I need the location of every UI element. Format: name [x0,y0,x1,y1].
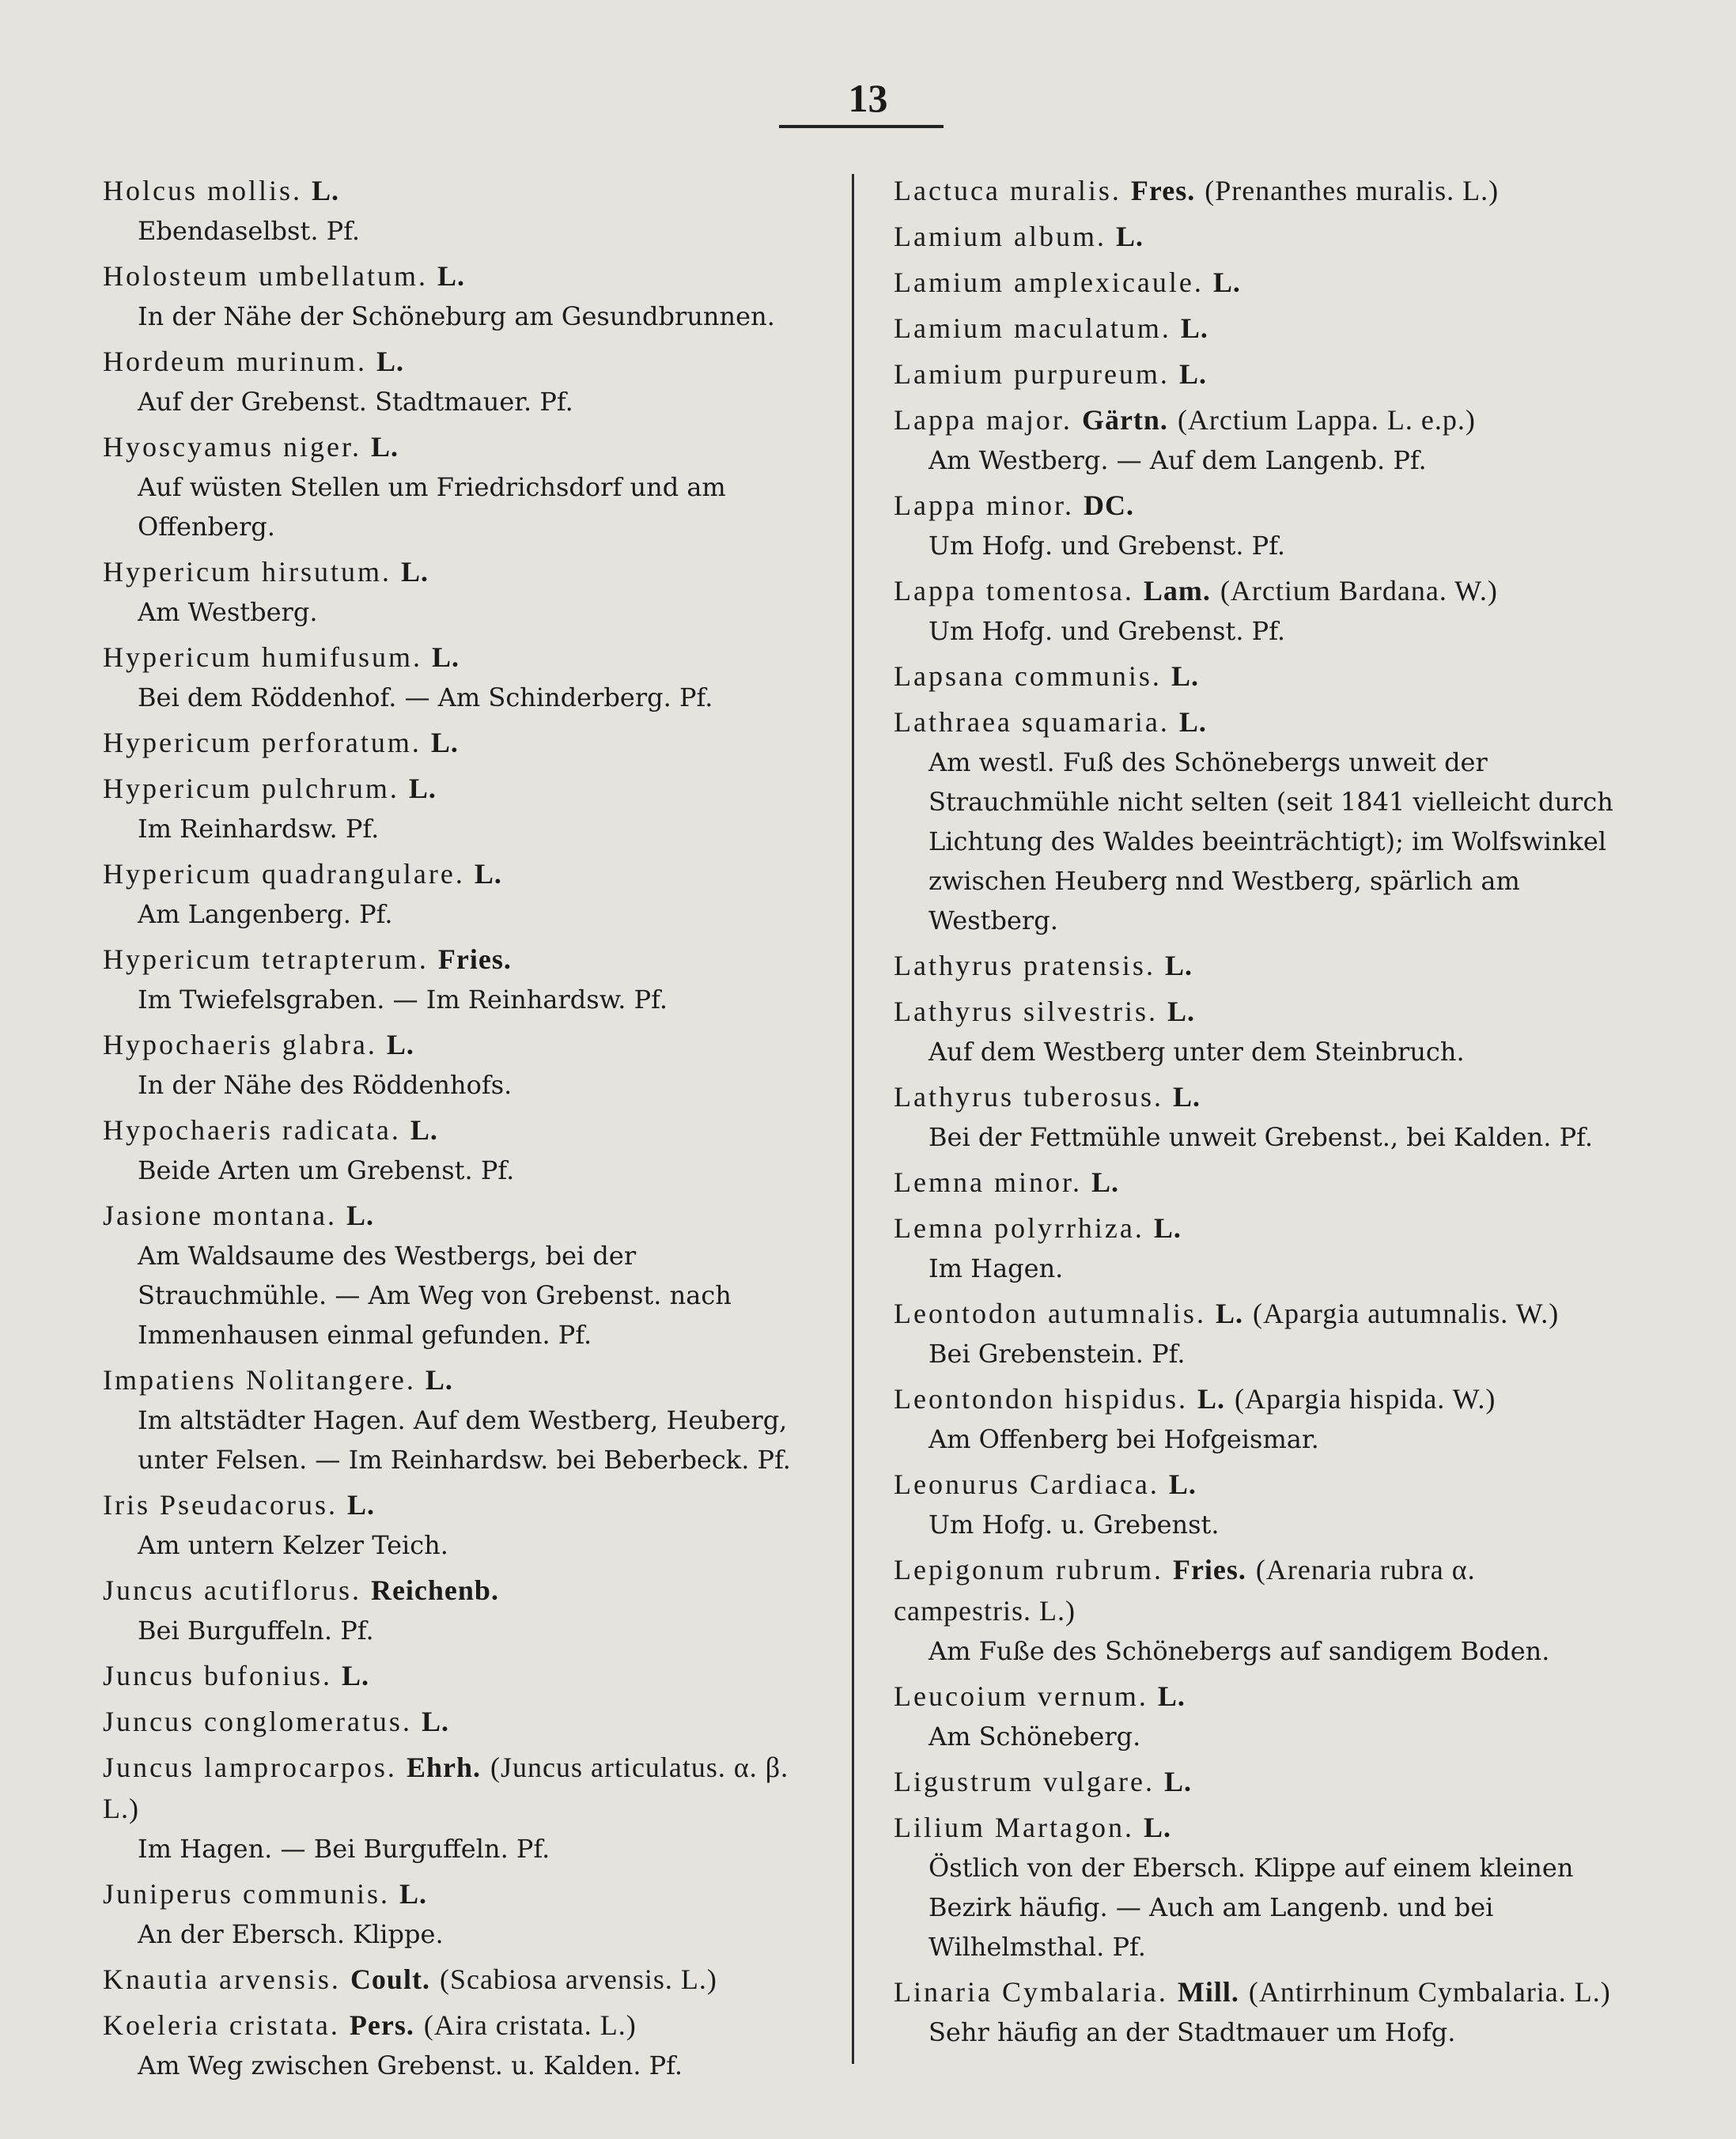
species-entry [894,1378,1613,1459]
species-heading [894,1807,1613,1848]
species-name: Hypericum tetrapterum. [103,943,429,975]
species-entry [894,1464,1613,1544]
species-authority: Reichenb. [370,1574,499,1606]
species-entry [103,637,823,717]
species-authority: Ehrh. [406,1752,481,1783]
species-authority: Fries. [1172,1554,1246,1585]
species-heading [894,1971,1613,2012]
species-authority: L. [1143,1812,1171,1843]
species-locality: Um Hofg. und Grebenst. Pf. [929,531,1286,561]
species-authority: L. [474,858,502,890]
species-heading [103,1701,823,1742]
species-name: Leonurus Cardiaca. [894,1468,1159,1500]
species-authority: L. [399,1878,427,1910]
species-name: Lathyrus pratensis. [894,950,1155,981]
species-entry [103,2005,823,2085]
species-locality: Auf wüsten Stellen um Friedrichsdorf und am Offenberg. [138,472,726,542]
species-name: Ligustrum vulgare. [894,1766,1155,1797]
species-authority: L. [1212,266,1241,298]
species-authority: L. [386,1029,414,1060]
species-authority: Lam. [1143,575,1211,607]
species-entry [894,1761,1613,1802]
species-synonym: (Juncus articulatus. α. β. L.) [103,1752,789,1824]
species-heading [894,1549,1613,1631]
species-name: Lathyrus tuberosus. [894,1081,1163,1113]
species-entry [894,570,1613,651]
species-locality: Am Schöneberg. [929,1721,1141,1752]
species-name: Lemna polyrrhiza. [894,1212,1144,1244]
species-synonym: (Arenaria rubra α. campestris. L.) [894,1554,1476,1627]
species-name: Hypericum perforatum. [103,727,422,758]
species-authority: L. [400,556,429,588]
species-locality: Auf dem Westberg unter dem Steinbruch. [929,1037,1465,1067]
species-authority: L. [312,175,340,206]
species-name: Lamium maculatum. [894,312,1171,344]
species-name: Juncus acutiflorus. [103,1574,361,1606]
species-heading [894,308,1613,349]
species-entry [894,1076,1613,1157]
species-name: Lappa major. [894,404,1072,436]
species-locality: Am westl. Fuß des Schönebergs unweit der Strauchmühle nicht selten (seit 1841 vielleicht durch Lichtung des Waldes beeinträchtigt); im Wolfswinkel zwischen Heuberg nnd Westberg, spärlich am Westberg. [929,747,1613,935]
species-entry [894,170,1613,211]
species-name: Hypericum hirsutum. [103,556,391,588]
species-authority: L. [1167,996,1195,1027]
species-heading [103,255,823,297]
species-name: Koeleria cristata. [103,2009,340,2041]
species-entry [894,353,1613,395]
species-authority: Fres. [1130,175,1196,206]
species-heading [894,262,1613,303]
species-locality: In der Nähe des Röddenhofs. [138,1070,512,1100]
species-name: Hypochaeris radicata. [103,1114,401,1146]
species-entry [103,768,823,848]
species-heading [894,170,1613,211]
species-locality: Am Westberg. [138,597,318,627]
species-authority: L. [1215,1298,1243,1329]
species-heading [103,853,823,894]
species-locality: Am Fuße des Schönebergs auf sandigem Boden. [929,1636,1550,1666]
species-name: Lilium Martagon. [894,1812,1134,1843]
species-heading [894,399,1613,440]
species-locality: Bei Grebenstein. Pf. [929,1339,1186,1369]
species-authority: L. [1197,1383,1226,1415]
species-authority: L. [437,260,465,292]
species-name: Holosteum umbellatum. [103,260,428,292]
species-heading [103,1024,823,1065]
species-locality: An der Ebersch. Klippe. [138,1919,444,1949]
species-heading [103,768,823,809]
species-heading [103,1359,823,1400]
species-heading [103,551,823,592]
species-entry [894,991,1613,1071]
species-locality: Am untern Kelzer Teich. [138,1530,448,1560]
species-heading [894,1464,1613,1505]
species-entry [103,341,823,421]
species-entry [103,255,823,336]
species-authority: L. [1091,1166,1119,1198]
species-authority: Mill. [1177,1976,1239,2008]
species-synonym: (Apargia autumnalis. W.) [1252,1298,1560,1329]
species-authority: L. [1172,1081,1201,1113]
species-authority: Gärtn. [1081,404,1168,436]
species-heading [894,1162,1613,1203]
species-authority: Pers. [349,2009,414,2041]
species-locality: Am Offenberg bei Hofgeismar. [929,1424,1319,1454]
right-column [894,170,1613,2057]
species-entry [103,853,823,934]
species-authority: L. [342,1660,370,1691]
species-authority: L. [1180,312,1208,344]
species-locality: Östlich von der Ebersch. Klippe auf einem kleinen Bezirk häufig. — Auch am Langenb. und bei Wilhelmsthal. Pf. [929,1853,1574,1962]
species-entry [894,1549,1613,1671]
species-entry [103,1024,823,1105]
species-heading [894,216,1613,257]
species-name: Impatiens Nolitangere. [103,1364,416,1396]
species-name: Linaria Cymbalaria. [894,1976,1168,2008]
species-locality: Auf der Grebenst. Stadtmauer. Pf. [138,387,573,417]
species-entry [894,701,1613,940]
species-entry [103,1195,823,1355]
species-heading [103,341,823,382]
species-authority: Coult. [350,1963,430,1995]
species-entry [894,945,1613,986]
species-heading [103,1655,823,1696]
species-heading [894,1293,1613,1334]
species-name: Hypericum quadrangulare. [103,858,465,890]
species-name: Juncus lamprocarpos. [103,1752,397,1783]
species-authority: L. [410,1114,438,1146]
species-name: Lathraea squamaria. [894,706,1170,738]
species-entry [103,1570,823,1650]
species-locality: Sehr häufig an der Stadtmauer um Hofg. [929,2017,1456,2047]
species-heading [103,1747,823,1829]
species-locality: In der Nähe der Schöneburg am Gesundbrunnen. [138,301,775,331]
species-heading [103,1959,823,2000]
species-authority: L. [1178,358,1207,390]
species-synonym: (Apargia hispida. W.) [1235,1383,1496,1415]
species-authority: L. [346,1200,374,1231]
species-locality: Am Westberg. — Auf dem Langenb. Pf. [929,445,1427,475]
species-name: Lepigonum rubrum. [894,1554,1163,1585]
species-heading [894,991,1613,1032]
species-name: Lathyrus silvestris. [894,996,1158,1027]
species-entry [894,1162,1613,1203]
species-authority: L. [1163,1766,1192,1797]
species-authority: L. [376,346,404,377]
species-heading [103,1109,823,1151]
species-heading [103,1484,823,1525]
species-entry [894,216,1613,257]
species-authority: L. [421,1706,449,1737]
species-heading [894,656,1613,697]
species-entry [103,551,823,632]
species-authority: L. [370,431,399,463]
species-entry [894,485,1613,565]
species-locality: Am Waldsaume des Westbergs, bei der Strauchmühle. — Am Weg von Grebenst. nach Immenhausen einmal gefunden. Pf. [138,1241,732,1350]
species-entry [894,1207,1613,1288]
species-locality: Bei der Fettmühle unweit Grebenst., bei Kalden. Pf. [929,1122,1594,1152]
species-authority: L. [1115,221,1144,252]
species-synonym: (Arctium Bardana. W.) [1220,575,1498,607]
species-heading [894,1207,1613,1249]
species-authority: L. [425,1364,453,1396]
species-name: Leontondon hispidus. [894,1383,1188,1415]
species-synonym: (Scabiosa arvensis. L.) [439,1963,717,1995]
species-authority: L. [1168,1468,1197,1500]
species-name: Lamium purpureum. [894,358,1170,390]
species-name: Jasione montana. [103,1200,337,1231]
species-entry [894,262,1613,303]
species-entry [103,1747,823,1869]
species-entry [103,939,823,1019]
species-name: Hypochaeris glabra. [103,1029,377,1060]
species-synonym: (Antirrhinum Cymbalaria. L.) [1248,1976,1611,2008]
species-name: Hordeum murinum. [103,346,367,377]
species-locality: Bei dem Röddenhof. — Am Schinderberg. Pf. [138,682,713,712]
species-locality: Im altstädter Hagen. Auf dem Westberg, Heuberg, unter Felsen. — Im Reinhardsw. bei Beberbeck. Pf. [138,1405,791,1475]
species-name: Lapsana communis. [894,660,1162,692]
species-entry [103,1873,823,1954]
species-locality: Im Twiefelsgraben. — Im Reinhardsw. Pf. [138,984,668,1015]
species-name: Knautia arvensis. [103,1963,341,1995]
species-locality: Um Hofg. u. Grebenst. [929,1510,1220,1540]
species-entry [894,1676,1613,1756]
species-locality: Am Langenberg. Pf. [138,899,393,929]
species-entry [894,399,1613,480]
species-name: Lamium amplexicaule. [894,266,1204,298]
species-heading [103,1195,823,1236]
species-name: Hypericum pulchrum. [103,773,399,804]
species-name: Hypericum humifusum. [103,641,422,673]
species-authority: L. [408,773,437,804]
species-heading [103,1873,823,1914]
species-synonym: (Prenanthes muralis. L.) [1205,175,1500,206]
species-heading [894,1076,1613,1117]
species-heading [103,170,823,211]
header-rule [779,125,944,128]
species-entry [103,1359,823,1480]
species-locality: Ebendaselbst. Pf. [138,216,361,246]
species-heading [894,701,1613,743]
species-authority: L. [1157,1680,1186,1712]
species-authority: Fries. [437,943,512,975]
species-name: Juncus conglomeratus. [103,1706,412,1737]
species-name: Lappa minor. [894,489,1074,521]
species-entry [894,656,1613,697]
species-heading [103,426,823,467]
species-authority: L. [1153,1212,1182,1244]
species-entry [103,426,823,546]
species-name: Hyoscyamus niger. [103,431,361,463]
species-name: Lemna minor. [894,1166,1082,1198]
species-entry [103,1109,823,1190]
species-locality: Im Reinhardsw. Pf. [138,814,380,844]
species-name: Lamium album. [894,221,1106,252]
species-entry [103,1959,823,2000]
species-locality: Im Hagen. [929,1253,1064,1283]
species-locality: Beide Arten um Grebenst. Pf. [138,1155,515,1185]
species-heading [894,1378,1613,1419]
species-authority: L. [1164,950,1193,981]
species-name: Leontodon autumnalis. [894,1298,1206,1329]
species-heading [103,722,823,763]
species-name: Lactuca muralis. [894,175,1121,206]
species-authority: L. [1178,706,1207,738]
species-heading [894,485,1613,526]
page-number: 13 [848,76,888,120]
species-authority: DC. [1083,489,1134,521]
species-entry [103,1701,823,1742]
species-heading [103,1570,823,1611]
species-name: Lappa tomentosa. [894,575,1134,607]
species-entry [894,1971,1613,2052]
species-locality: Bei Burguffeln. Pf. [138,1616,374,1646]
species-name: Juncus bufonius. [103,1660,332,1691]
species-heading [894,945,1613,986]
species-entry [103,1655,823,1696]
species-name: Juniperus communis. [103,1878,390,1910]
species-synonym: (Arctium Lappa. L. e.p.) [1177,404,1476,436]
species-heading [894,1761,1613,1802]
species-heading [103,2005,823,2046]
species-locality: Um Hofg. und Grebenst. Pf. [929,616,1286,646]
species-entry [894,308,1613,349]
species-heading [103,939,823,980]
species-entry [103,722,823,763]
species-heading [894,570,1613,611]
species-name: Iris Pseudacorus. [103,1489,338,1521]
species-heading [894,353,1613,395]
species-name: Leucoium vernum. [894,1680,1148,1712]
species-authority: L. [430,727,459,758]
species-locality: Am Weg zwischen Grebenst. u. Kalden. Pf. [138,2050,683,2080]
species-entry [894,1807,1613,1967]
left-column [103,170,823,2090]
species-authority: L. [346,1489,375,1521]
species-entry [894,1293,1613,1374]
species-authority: L. [1171,660,1199,692]
species-heading [894,1676,1613,1717]
column-divider [852,174,854,2064]
species-synonym: (Aira cristata. L.) [423,2009,637,2041]
species-locality: Im Hagen. — Bei Burguffeln. Pf. [138,1834,550,1864]
species-entry [103,1484,823,1565]
species-name: Holcus mollis. [103,175,303,206]
species-entry [103,170,823,251]
species-heading [103,637,823,678]
species-authority: L. [431,641,460,673]
